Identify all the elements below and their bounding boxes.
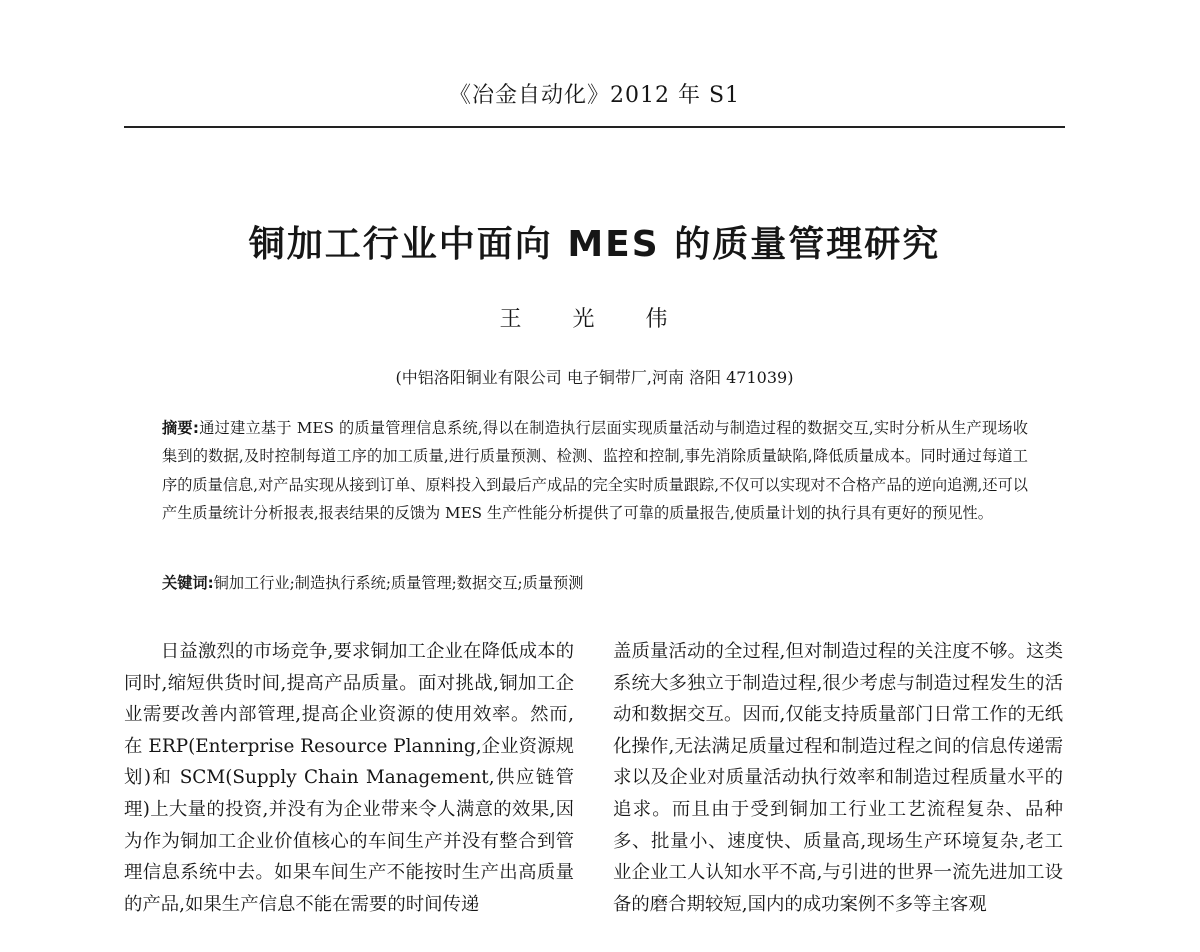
body-right-column xyxy=(613,636,1063,920)
keywords-label: 关键词: xyxy=(162,574,214,592)
author-affiliation: (中铝洛阳铜业有限公司 电子铜带厂,河南 洛阳 471039) xyxy=(395,368,794,387)
header-rule xyxy=(124,126,1065,128)
body-left-column xyxy=(124,636,574,920)
author-name: 王 光 伟 xyxy=(499,307,690,332)
keywords-text: 铜加工行业;制造执行系统;质量管理;数据交互;质量预测 xyxy=(213,574,584,592)
body-paragraph: 日益激烈的市场竞争,要求铜加工企业在降低成本的同时,缩短供货时间,提高产品质量。面对挑战,铜加工企业需要改善内部管理,提高企业资源的使用效率。然而,在 ERP(Enterprise Resource Planning,企业资源规划)和 SCM(Supply Chain Management,供应链管理)上大量的投资,并没有为企业带来令人满意的效果,因为作为铜加工企业价值核心的车间生产并没有整合到管理信息系统中去。如果车间生产不能按时生产出高质量的产品,如果生产信息不能在需要的时间传递 xyxy=(124,641,574,915)
abstract-text: 通过建立基于 MES 的质量管理信息系统,得以在制造执行层面实现质量活动与制造过程的数据交互,实时分析从生产现场收集到的数据,及时控制每道工序的加工质量,进行质量预测、检测、监控和控制,事先消除质量缺陷,降低质量成本。同时通过每道工序的质量信息,对产品实现从接到订单、原料投入到最后产成品的完全实时质量跟踪,不仅可以实现对不合格产品的逆向追溯,还可以产生质量统计分析报表,报表结果的反馈为 MES 生产性能分析提供了可靠的质量报告,使质量计划的执行具有更好的预见性。 xyxy=(162,419,1028,523)
journal-header: 《冶金自动化》2012 年 S1 xyxy=(448,83,741,108)
abstract-label: 摘要: xyxy=(162,419,199,437)
body-paragraph: 盖质量活动的全过程,但对制造过程的关注度不够。这类系统大多独立于制造过程,很少考虑与制造过程发生的活动和数据交互。因而,仅能支持质量部门日常工作的无纸化操作,无法满足质量过程和制造过程之间的信息传递需求以及企业对质量活动执行效率和制造过程质量水平的追求。而且由于受到铜加工行业工艺流程复杂、品种多、批量小、速度快、质量高,现场生产环境复杂,老工业企业工人认知水平不高,与引进的世界一流先进加工设备的磨合期较短,国内的成功案例不多等主客观 xyxy=(613,641,1063,915)
abstract xyxy=(162,414,1028,528)
keywords xyxy=(162,570,1028,596)
article-title: 铜加工行业中面向 MES 的质量管理研究 xyxy=(248,224,941,265)
